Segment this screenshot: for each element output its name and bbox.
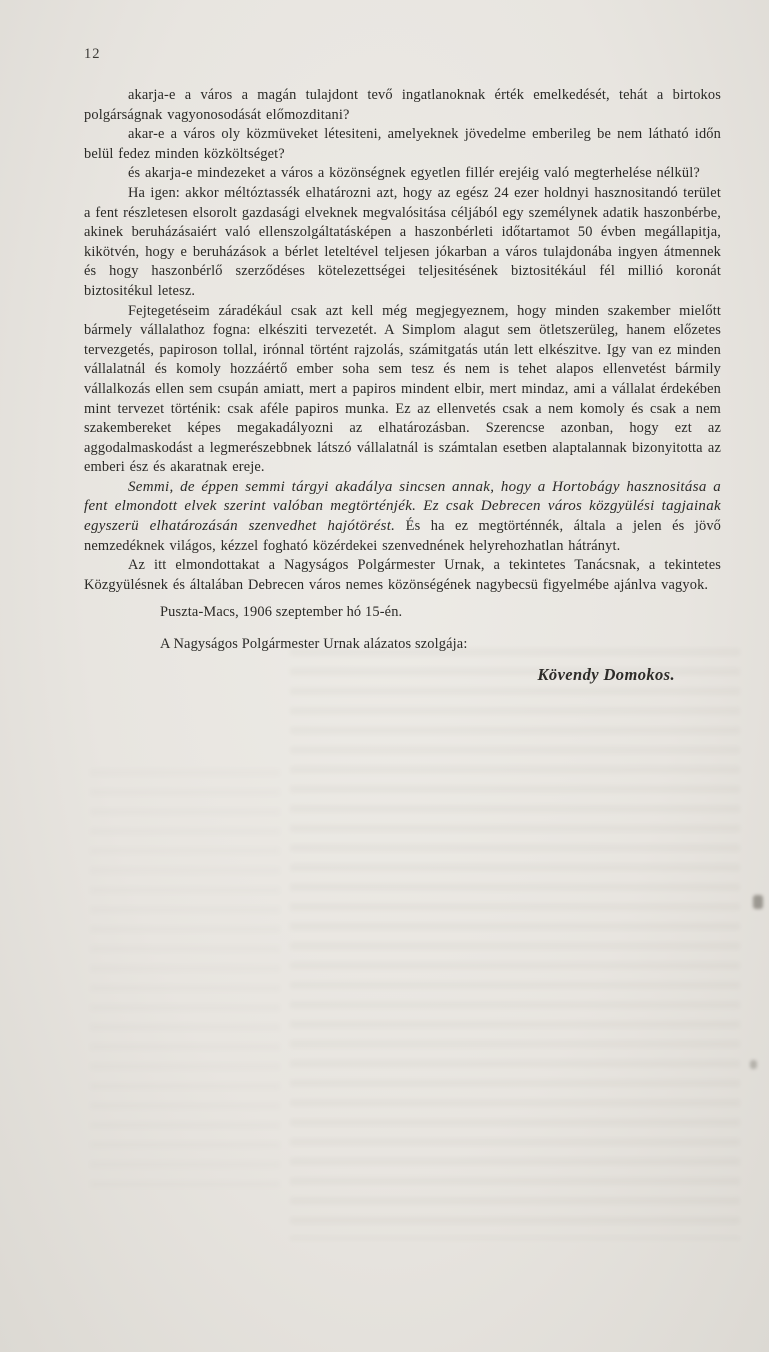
body-paragraph: Fejtegetéseim záradékául csak azt kell még megjegyeznem, hogy minden szakember mielőtt bármely vállalathoz fogna: elkésziti tervezetét. A Simplom alagut sem ötletszerüleg, hanem előzetes tervezgetés, papiroson tollal, irónnal történt rajzolás, számitgatás után lett elkészitve. Igy van ez minden vállalatnál és komoly hozzáértő ember soha sem tesz és nem is tehet alapos ellenvetést bármily vállalkozás ellen sem csupán amiatt, mert a papiros mindent elbir, mert mindaz, ami a vállalat érdekében mint tervezet történik: csak aféle papiros munka. Ez az ellenvetés csak a nem komoly és csak a nem szakembereket képes megakadályozni az elhatározásban. Szerencse azonban, hogy ezt az aggodalmaskodást a legmerészebbnek látszó vállalatnál is számtalan esetben alaptalannak bizonyitotta az emberi ész és akaratnak ereje. xyxy=(84,302,721,476)
emphasized-regular-text: És ha ez megtörténnék, általa a jelen és jövő nemzedéknek világos, kézzel fogható közérdekei szenvednének helyrehozhatlan hátrányt. xyxy=(84,518,722,554)
body-paragraph-emphasized xyxy=(84,478,721,556)
scan-smudge-artifact xyxy=(750,1060,757,1069)
signature: Kövendy Domokos. xyxy=(537,664,675,684)
body-paragraph: akarja-e a város a magán tulajdont tevő ingatlanoknak érték emelkedését, tehát a birtokos polgárságnak vagyonosodását előmozditani? xyxy=(84,87,721,123)
body-paragraph: és akarja-e mindezeket a város a közönségnek egyetlen fillér erejéig való megterhelése nélkül? xyxy=(128,165,700,182)
dateline: Puszta-Macs, 1906 szeptember hó 15-én. xyxy=(160,604,403,621)
body-paragraph: Ha igen: akkor méltóztassék elhatározni azt, hogy az egész 24 ezer holdnyi hasznositandó terület a fent részletesen elsorolt gazdasági elveknek megvalósitása céljából egy személynek adatik haszonbérbe, akinek beruházásaiért való ellenszolgáltatásképen a haszonbérleti időtartamot 50 évben megállapitja, kikötvén, hogy e beruházások a bérlet leteltével teljesen jókarban a város tulajdonába ingyen átmennek és hogy haszonbérlő szerződéses kötelezettségei teljesitésének biztositékául fél millió koronát biztositékul letesz. xyxy=(84,184,721,299)
body-paragraph: Az itt elmondottakat a Nagyságos Polgármester Urnak, a tekintetes Tanácsnak, a tekintetes Közgyülésnek és általában Debrecen város nemes közönségének nagybecsü figyelmébe ajánlva vagyok. xyxy=(84,557,721,593)
verso-bleedthrough-artifact xyxy=(290,640,740,1240)
emphasized-italic-text: Semmi, de éppen semmi tárgyi akadálya sincsen annak, hogy a Hortobágy hasznositása a fent elmondott elvek szerint valóban megtörténjék. Ez csak Debrecen város közgyülési tagjainak egyszerü elhatározásán szenvedhet hajótörést. xyxy=(84,478,721,535)
scan-smudge-artifact xyxy=(753,895,763,909)
document-body xyxy=(84,86,721,684)
body-paragraph: akar-e a város oly közmüveket létesiteni, amelyeknek jövedelme emberileg be nem látható időn belül fedez minden közköltséget? xyxy=(84,126,721,162)
salutation: A Nagyságos Polgármester Urnak alázatos szolgája: xyxy=(160,636,468,653)
verso-bleedthrough-artifact xyxy=(90,760,280,1190)
page-number: 12 xyxy=(84,46,101,62)
